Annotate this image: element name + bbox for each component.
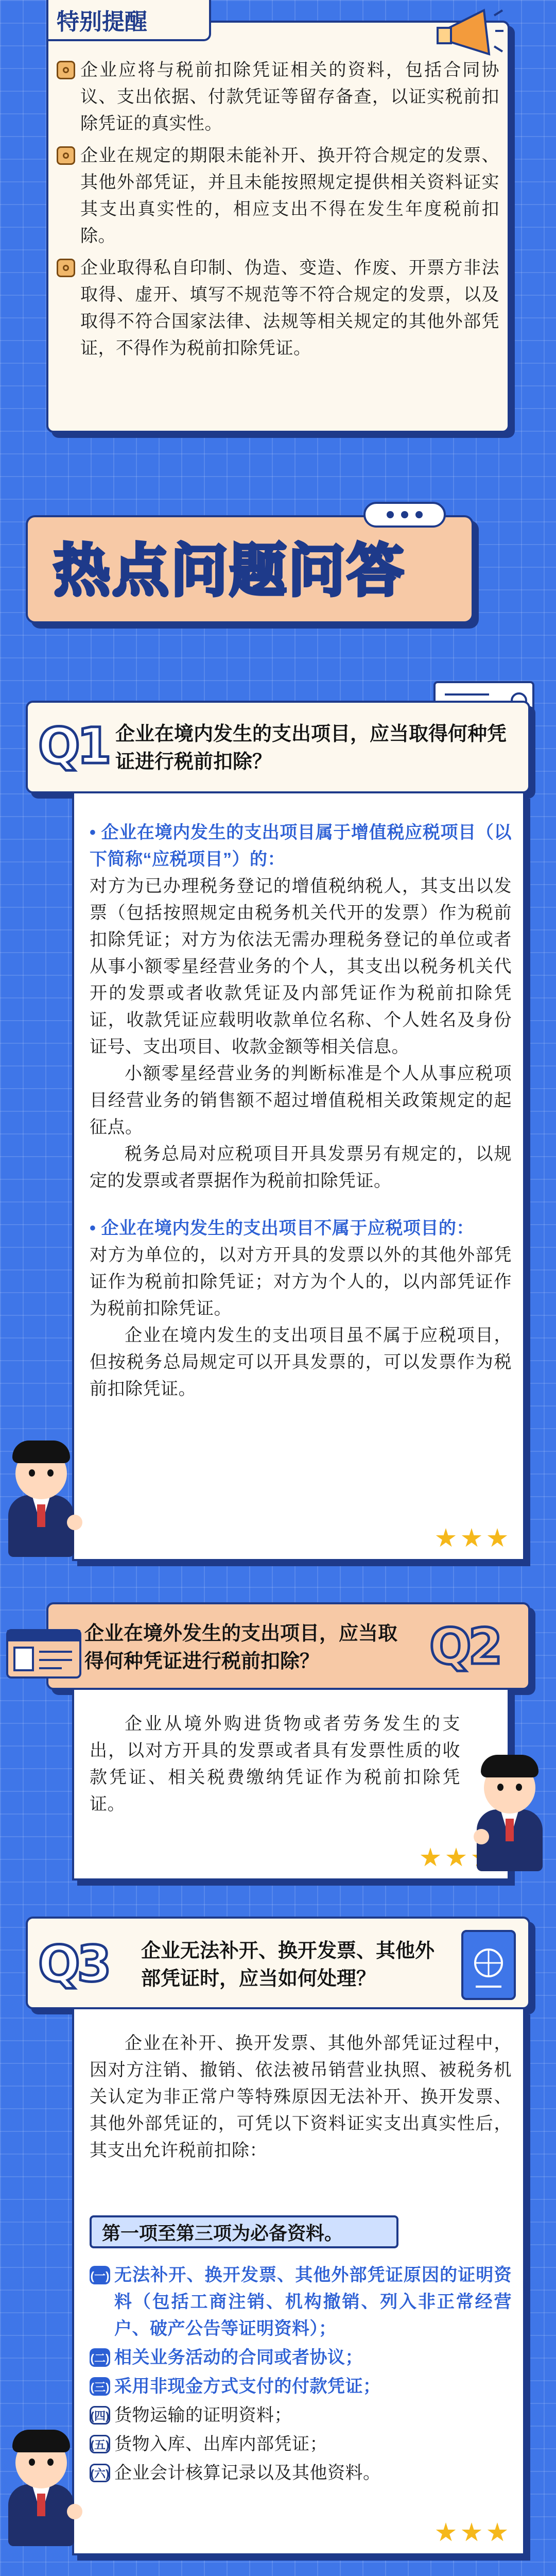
notice-title-bar [46, 0, 211, 41]
notice-bullet-icon [57, 146, 75, 165]
q3-item-num: (二) [90, 2348, 110, 2367]
star-icon [436, 2522, 456, 2543]
star-icon [436, 1528, 456, 1549]
q2-question-card [46, 1602, 530, 1690]
notice-list [57, 57, 499, 367]
q3-item-text: 企业会计核算记录以及其他资料。 [114, 2463, 381, 2483]
q3-item-num: (四) [90, 2406, 110, 2425]
q3-item-text: 采用非现金方式支付的付款凭证； [114, 2377, 381, 2396]
notice-title: 特别提醒 [57, 9, 147, 35]
hot-title: 热点问题问答 [54, 539, 406, 603]
q2-answer-card [72, 1690, 510, 1880]
q1-b-head: • 企业在境内发生的支出项目不属于应税项目的： [90, 1218, 474, 1238]
q3-answer: 企业在补开、换开发票、其他外部凭证过程中，因对方注销、撤销、依法被吊销营业执照、被税务机关认定为非正常户等特殊原因无法补开、换开发票、其他外部凭证的，可凭以下资料证实支出真实性后，其支出允许税前扣除： [90, 2033, 512, 2160]
q1-a-body: 对方为已办理税务登记的增值税纳税人，其支出以发票（包括按照规定由税务机关代开的发票）作为税前扣除凭证；对方为依法无需办理税务登记的单位或者从事小额零星经营业务的个人，其支出以税务机关代开的发票或者收款凭证及内部凭证作为税前扣除凭证，收款凭证应载明收款单位名称、个人姓名及身份证号、支出项目、收款金额等相关信息。 [90, 876, 512, 1057]
star-icon [487, 2522, 508, 2543]
passport-icon [460, 1929, 517, 2001]
q1-a-para2: 小额零星经营业务的判断标准是个人从事应税项目经营业务的销售额不超过增值税相关政策规定的起征点。 [90, 1064, 512, 1137]
star-icon [487, 1528, 508, 1549]
q3-item-num: (三) [90, 2377, 110, 2396]
officer-illustration [474, 1741, 551, 1875]
q3-question-card [26, 1917, 530, 2009]
q3-item [90, 2431, 512, 2458]
q3-item-num: (六) [90, 2464, 110, 2482]
q2-answer: 企业从境外购进货物或者劳务发生的支出，以对方开具的发票或者具有发票性质的收款凭证、相关税费缴纳凭证作为税前扣除凭证。 [90, 1714, 460, 1814]
q3-item [90, 2460, 512, 2486]
megaphone-icon [432, 5, 505, 62]
star-icon [446, 1848, 466, 1868]
notice-item-text: 企业在规定的期限未能补开、换开符合规定的发票、其他外部凭证，并且未能按照规定提供相关资料证实其支出真实性的，相应支出不得在发生年度税前扣除。 [80, 146, 499, 246]
officer-illustration [5, 1427, 82, 1561]
star-icon [461, 1528, 482, 1549]
q3-question: 企业无法补开、换开发票、其他外部凭证时，应当如何处理？ [141, 1940, 435, 1990]
q3-item-num: (一) [90, 2266, 110, 2284]
q1-a-head: • 企业在境内发生的支出项目属于增值税应税项目（以下简称“应税项目”）的： [90, 823, 512, 869]
q1-badge: Q1 [38, 717, 109, 775]
q1-answer-card [72, 793, 525, 1561]
required-label-box [90, 2215, 398, 2248]
required-label: 第一项至第三项为必备资料。 [102, 2222, 343, 2244]
q3-item-num: (五) [90, 2435, 110, 2453]
q1-stars [436, 1528, 508, 1549]
notice-item [57, 57, 499, 137]
q3-item-text: 相关业务活动的合同或者协议； [114, 2348, 363, 2367]
window-dots [363, 502, 446, 528]
dot-icon [401, 511, 408, 518]
notice-item-text: 企业应将与税前扣除凭证相关的资料，包括合同协议、支出依据、付款凭证等留存备查，以证实税前扣除凭证的真实性。 [80, 60, 499, 133]
q3-item-text: 无法补开、换开发票、其他外部凭证原因的证明资料（包括工商注销、机构撤销、列入非正常经营户、破产公告等证明资料）； [114, 2265, 512, 2338]
id-card-icon [5, 1628, 82, 1680]
q1-question: 企业在境内发生的支出项目，应当取得何种凭证进行税前扣除？ [115, 723, 507, 773]
star-icon [461, 2522, 482, 2543]
q3-item-list [90, 2262, 512, 2488]
q3-badge: Q3 [38, 1935, 109, 1993]
q3-item-text: 货物运输的证明资料； [114, 2405, 292, 2425]
q1-a-para3: 税务总局对应税项目开具发票另有规定的，以规定的发票或者票据作为税前扣除凭证。 [90, 1144, 512, 1191]
officer-illustration [5, 2416, 82, 2550]
q1-b-body: 对方为单位的，以对方开具的发票以外的其他外部凭证作为税前扣除凭证；对方为个人的，以内部凭证作为税前扣除凭证。 [90, 1245, 512, 1318]
dot-icon [387, 511, 394, 518]
q3-answer-card [72, 2009, 525, 2555]
q1-answer-body [90, 819, 512, 1402]
notice-item [57, 255, 499, 362]
q2-badge: Q2 [429, 1618, 500, 1675]
star-icon [420, 1848, 441, 1868]
notice-item-text: 企业取得私自印制、伪造、变造、作废、开票方非法取得、虚开、填写不规范等不符合规定的发票，以及取得不符合国家法律、法规等相关规定的其他外部凭证，不得作为税前扣除凭证。 [80, 258, 499, 358]
q3-item [90, 2373, 512, 2400]
q3-item [90, 2262, 512, 2342]
q3-item-text: 货物入库、出库内部凭证； [114, 2434, 327, 2454]
q3-item [90, 2344, 512, 2371]
notice-bullet-icon [57, 61, 75, 79]
q1-b-para2: 企业在境内发生的支出项目虽不属于应税项目，但按税务总局规定可以开具发票的，可以发票作为税前扣除凭证。 [90, 1326, 512, 1399]
q2-question: 企业在境外发生的支出项目，应当取得何种凭证进行税前扣除？ [84, 1623, 398, 1672]
notice-item [57, 142, 499, 249]
q1-question-card [26, 701, 530, 793]
q3-stars [436, 2522, 508, 2543]
notice-bullet-icon [57, 259, 75, 277]
dot-icon [415, 511, 423, 518]
hot-title-card [26, 515, 474, 623]
q3-item [90, 2402, 512, 2429]
